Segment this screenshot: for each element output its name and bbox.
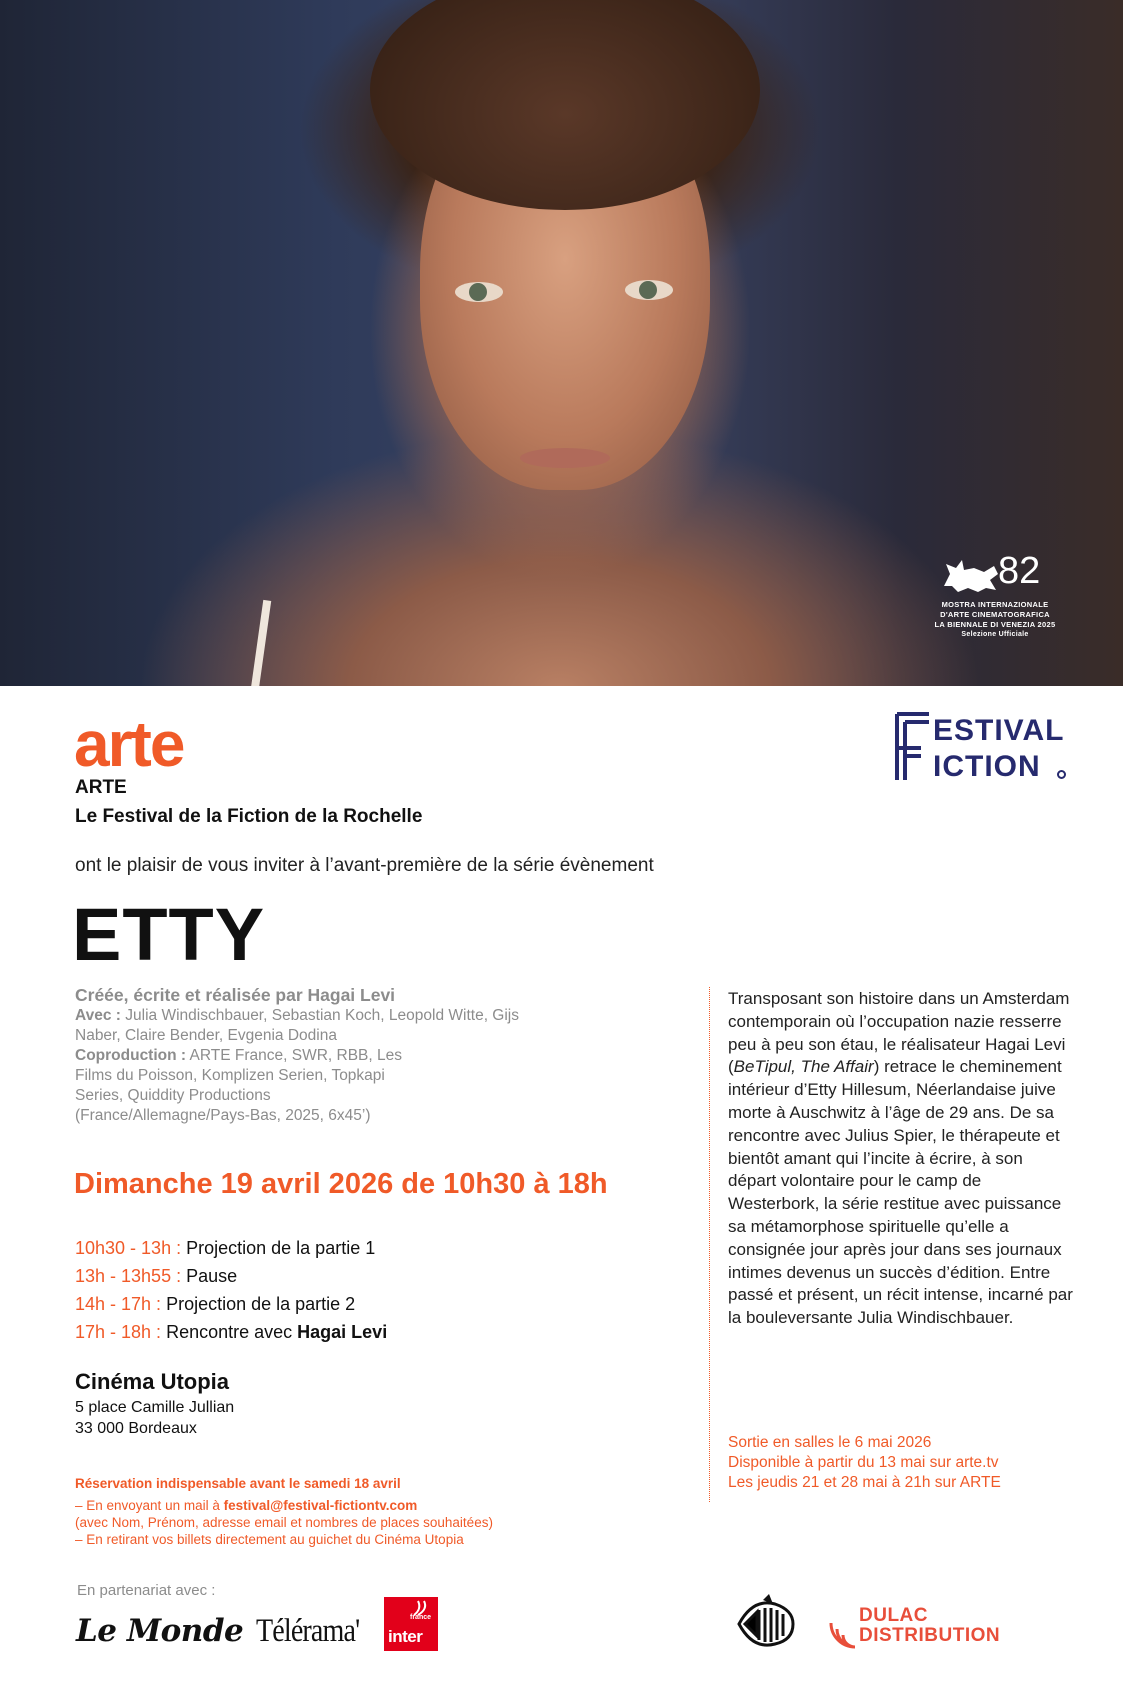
portrait-strap [251, 600, 271, 686]
credits-block [75, 985, 595, 1126]
festival-fiction-dot [1057, 770, 1066, 779]
portrait-eye-right [625, 280, 673, 300]
france-inter-logo [384, 1597, 438, 1651]
le-monde-logo: Le Monde [76, 1613, 244, 1649]
series-title: ETTY [72, 893, 266, 976]
release-broadcast: Les jeudis 21 et 28 mai à 21h sur ARTE [728, 1474, 1001, 1491]
venue-address-line-1: 5 place Camille Jullian [75, 1399, 235, 1416]
coproduction-line [75, 1046, 405, 1106]
synopsis-part-1: Transposant son histoire dans un Amsterdam contemporain où l’occupation nazie resserre peu à peu son étau, le réalisateur Hagai Levi ( [728, 989, 1070, 1077]
release-arte-tv: Disponible à partir du 13 mai sur arte.tv [728, 1454, 999, 1471]
schedule-guest: Hagai Levi [297, 1322, 388, 1342]
france-inter-word: inter [388, 1627, 423, 1646]
venice-line-3: LA BIENNALE DI VENEZIA 2025 [934, 620, 1056, 629]
hero-portrait-photo [0, 0, 1123, 686]
host-arte: ARTE [75, 777, 127, 798]
venice-line-1: MOSTRA INTERNAZIONALE [941, 600, 1049, 609]
schedule-label: Projection de la partie 1 [186, 1238, 376, 1258]
venice-line-2: D'ARTE CINEMATOGRAFICA [940, 610, 1050, 619]
invitation-text: ont le plaisir de vous inviter à l’avant-première de la série évènement [75, 855, 654, 876]
reservation-details: (avec Nom, Prénom, adresse email et nombres de places souhaitées) [75, 1515, 493, 1530]
dulac-rays-icon [827, 1609, 857, 1649]
release-cinema: Sortie en salles le 6 mai 2026 [728, 1434, 932, 1451]
created-by: Créée, écrite et réalisée par Hagai Levi [75, 985, 396, 1005]
reservation-block [75, 1475, 635, 1548]
schedule-time: 14h - 17h : [75, 1294, 162, 1314]
schedule-item [75, 1262, 387, 1290]
cast-line [75, 1006, 545, 1046]
event-date: Dimanche 19 avril 2026 de 10h30 à 18h [74, 1168, 608, 1200]
portrait-hair [370, 0, 760, 210]
dulac-line-1: DULAC [859, 1605, 928, 1626]
dulac-distribution-logo [827, 1605, 1022, 1653]
portrait-lips [520, 448, 610, 468]
cast-names: Julia Windischbauer, Sebastian Koch, Leopold Witte, Gijs Naber, Claire Bender, Evgenia Dodina [75, 1007, 520, 1044]
telerama-logo: Télérama' [256, 1613, 360, 1649]
schedule-list [75, 1234, 387, 1346]
coproduction-names: ARTE France, SWR, RBB, Les Films du Poisson, Komplizen Serien, Topkapi Series, Quiddity Productions [75, 1047, 402, 1104]
reservation-email-prefix: – En envoyant un mail à [75, 1498, 224, 1513]
france-inter-small: france [410, 1614, 432, 1621]
coproduction-label: Coproduction : [75, 1047, 187, 1064]
schedule-item [75, 1234, 387, 1262]
venue-address [75, 1397, 234, 1439]
arte-logo: arte [74, 708, 184, 780]
reservation-email-link[interactable]: festival@festival-fictiontv.com [223, 1498, 418, 1513]
reservation-email-line [75, 1497, 635, 1514]
festival-fiction-line-2: ICTION [933, 750, 1041, 783]
reservation-heading: Réservation indispensable avant le samedi 18 avril [75, 1476, 401, 1491]
synopsis-part-2: ) retrace le cheminement intérieur d’Etty Hillesum, Néerlandaise juive morte à Auschwitz à l’âge de 29 ans. De sa rencontre avec Julius Spier, le thérapeute et bientôt amant qui l’incite à écrire, à son départ volontaire pour le camp de Westerbork, la série restitue avec puissance sa métamorphose spirituelle qu’elle a consignée jour après jour dans ses journaux intimes devenus un succès d’édition. Entre passé et présent, un récit intense, incarné par la bouleversante Julia Windischbauer. [728, 1057, 1073, 1328]
venue-name: Cinéma Utopia [75, 1369, 230, 1394]
schedule-label: Rencontre avec [166, 1322, 298, 1342]
synopsis-italic-titles: BeTipul, The Affair [733, 1057, 874, 1077]
schedule-time: 10h30 - 13h : [75, 1238, 182, 1258]
festival-fiction-f-icon [895, 712, 931, 782]
festival-fiction-line-1: ESTIVAL [933, 714, 1065, 747]
schedule-item [75, 1318, 387, 1346]
schedule-time: 17h - 18h : [75, 1322, 162, 1342]
venice-lion-icon [940, 556, 1002, 596]
column-divider [709, 987, 710, 1502]
production-info: (France/Allemagne/Pays-Bas, 2025, 6x45’) [75, 1107, 371, 1124]
synopsis [728, 988, 1073, 1330]
schedule-time: 13h - 13h55 : [75, 1266, 182, 1286]
venice-line-4: Selezione Ufficiale [961, 631, 1029, 638]
host-festival: Le Festival de la Fiction de la Rochelle [75, 806, 423, 827]
schedule-label: Pause [186, 1266, 238, 1286]
dulac-line-2: DISTRIBUTION [859, 1625, 1001, 1646]
festival-fiction-logo [895, 712, 1070, 787]
les-films-du-poisson-fish-icon [733, 1590, 799, 1656]
venice-edition-number: 82 [998, 550, 1041, 592]
reservation-counter: – En retirant vos billets directement au guichet du Cinéma Utopia [75, 1532, 464, 1547]
schedule-label: Projection de la partie 2 [166, 1294, 356, 1314]
portrait-eye-left [455, 282, 503, 302]
venue-address-line-2: 33 000 Bordeaux [75, 1420, 197, 1437]
cast-label: Avec : [75, 1007, 121, 1024]
partners-label: En partenariat avec : [77, 1582, 216, 1599]
release-info [728, 1433, 1073, 1493]
schedule-item [75, 1290, 387, 1318]
